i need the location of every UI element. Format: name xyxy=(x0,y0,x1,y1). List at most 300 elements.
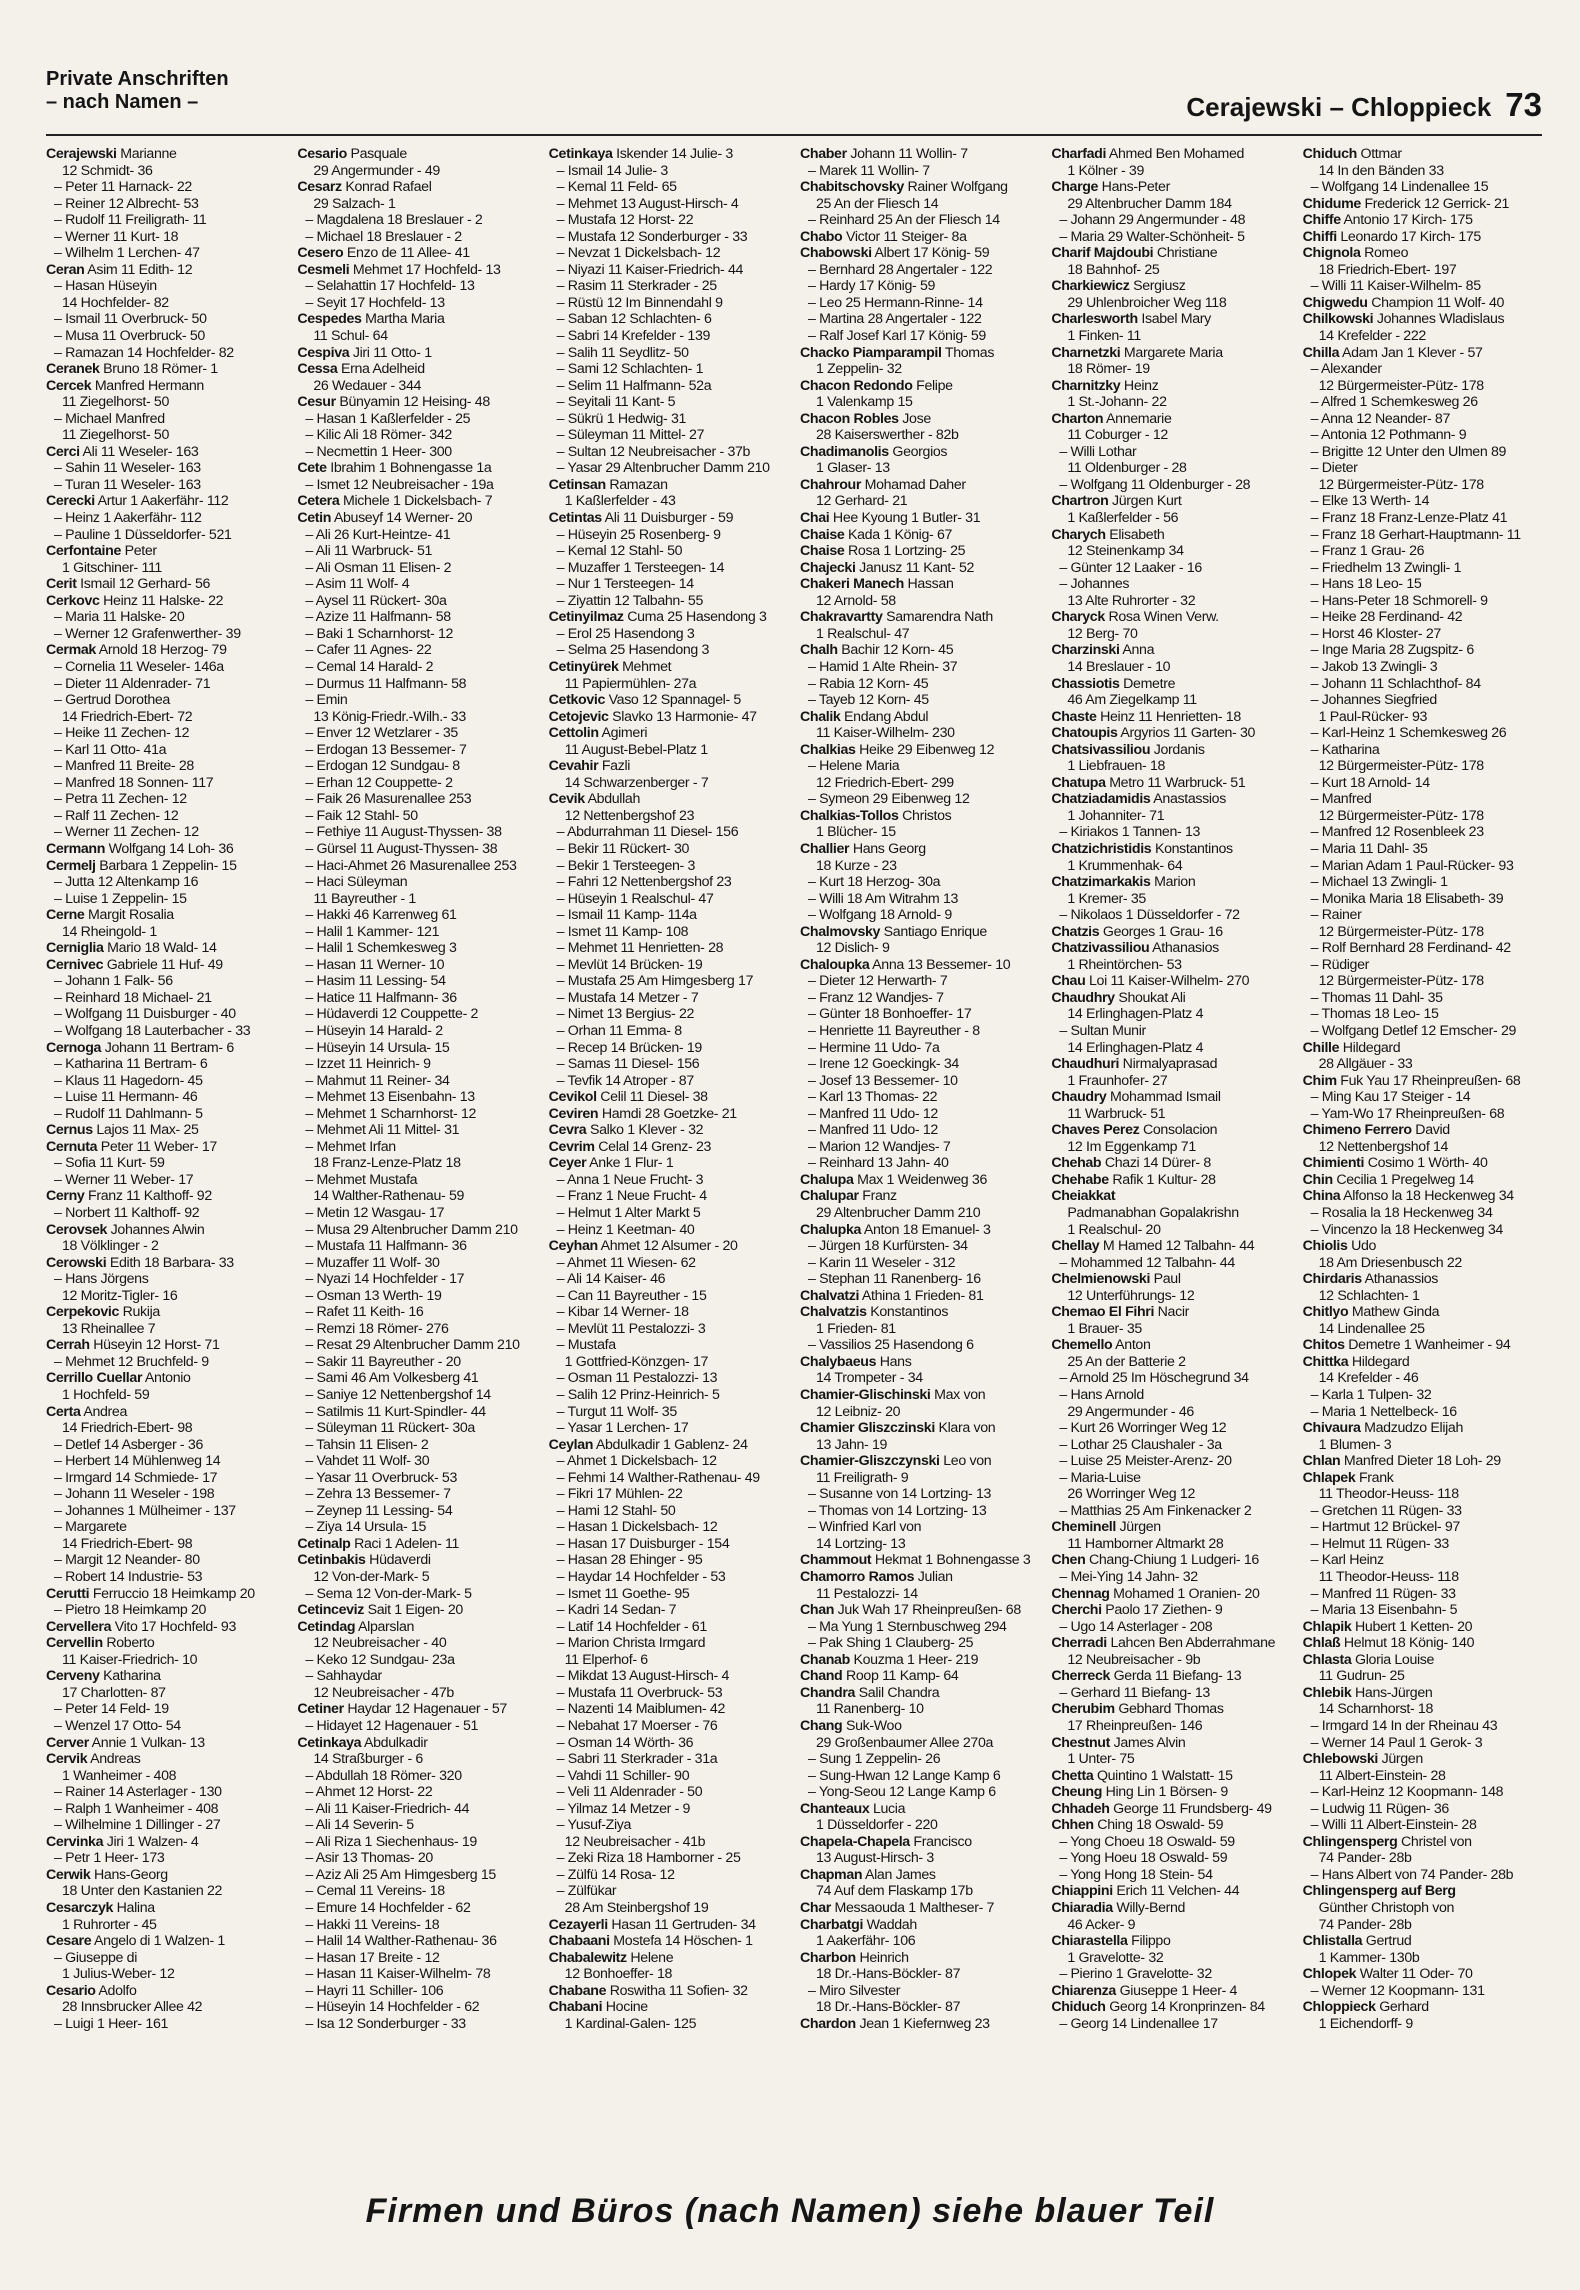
directory-entry: – Luise 1 Zeppelin- 15 xyxy=(54,890,187,907)
directory-entry: – Yasar 11 Overbruck- 53 xyxy=(305,1469,458,1486)
directory-entry: Chilla Adam Jan 1 Klever - 57 xyxy=(1302,344,1483,361)
directory-entry: – Yilmaz 14 Metzer - 9 xyxy=(556,1800,691,1817)
directory-entry: – Seyit 17 Hochfeld- 13 xyxy=(305,294,445,311)
directory-entry: 1 Zeppelin- 32 xyxy=(815,361,902,378)
directory-entry: – Durmus 11 Halfmann- 58 xyxy=(305,675,467,692)
directory-entry: – Ali 14 Kaiser- 46 xyxy=(556,1271,666,1288)
directory-entry: – Musa 29 Altenbrucher Damm 210 xyxy=(305,1221,518,1238)
directory-entry: Cetinyürek Mehmet xyxy=(548,658,672,675)
directory-entry: Charlesworth Isabel Mary xyxy=(1051,311,1211,328)
directory-entry: 12 Moritz-Tigler- 16 xyxy=(62,1287,178,1304)
directory-entry: 14 Friedrich-Ebert- 98 xyxy=(62,1535,193,1552)
directory-entry: – Manfred 11 Udo- 12 xyxy=(807,1122,938,1139)
directory-entry: – Horst 46 Kloster- 27 xyxy=(1310,625,1441,642)
directory-entry: – Rasim 11 Sterkrader - 25 xyxy=(556,278,717,295)
directory-entry: – Kiriakos 1 Tannen- 13 xyxy=(1059,824,1201,841)
directory-entry: Ceviren Hamdi 28 Goetzke- 21 xyxy=(548,1105,737,1122)
directory-entry: 14 Krefelder - 222 xyxy=(1318,328,1426,345)
directory-entry: – Rüdiger xyxy=(1310,956,1370,973)
directory-entry: – Marian Adam 1 Paul-Rücker- 93 xyxy=(1310,857,1514,874)
directory-entry: Chacon Robles Jose xyxy=(799,410,931,427)
directory-entry: Chalupa Max 1 Weidenweg 36 xyxy=(799,1171,987,1188)
directory-entry: – Luigi 1 Heer- 161 xyxy=(54,2015,169,2032)
directory-entry: – Hatice 11 Halfmann- 36 xyxy=(305,989,457,1006)
section-title xyxy=(46,68,229,114)
directory-entry: Chaber Johann 11 Wollin- 7 xyxy=(799,146,968,162)
directory-entry: 1 Paul-Rücker- 93 xyxy=(1318,708,1428,725)
directory-entry: – Sahhaydar xyxy=(305,1668,382,1685)
directory-entry: – Hans Jörgens xyxy=(54,1271,149,1288)
directory-entry: Chacko Piamparampil Thomas xyxy=(799,344,995,361)
directory-entry: Chivaura Madzudzo Elijah xyxy=(1302,1420,1464,1437)
directory-entry: 11 Ranenberg- 10 xyxy=(815,1701,924,1718)
directory-entry: 1 Kaßlerfelder - 56 xyxy=(1067,510,1179,527)
directory-entry: – Johannes Siegfried xyxy=(1310,692,1437,709)
directory-entry: 74 Auf dem Flaskamp 17b xyxy=(815,1883,973,1900)
directory-entry: – Ahmet 1 Dickelsbach- 12 xyxy=(556,1453,717,1470)
directory-entry: 12 Schmidt- 36 xyxy=(62,162,153,179)
directory-entry: 14 Schwarzenberger - 7 xyxy=(564,774,709,791)
directory-entry: Chlistalla Gertrud xyxy=(1302,1933,1412,1950)
directory-entry: – Rafet 11 Keith- 16 xyxy=(305,1304,424,1321)
directory-entry: – Marek 11 Wollin- 7 xyxy=(807,162,930,179)
directory-entry: Cerutti Ferruccio 18 Heimkamp 20 xyxy=(46,1585,255,1602)
directory-entry: – Isa 12 Sonderburger - 33 xyxy=(305,2015,466,2032)
directory-entry: – Sami 46 Am Volkesberg 41 xyxy=(305,1370,479,1387)
directory-entry: – Monika Maria 18 Elisabeth- 39 xyxy=(1310,890,1504,907)
directory-entry: Chakeri Manech Hassan xyxy=(799,576,954,593)
directory-entry: – Ali 11 Warbruck- 51 xyxy=(305,543,433,560)
directory-entry: 14 Erlinghagen-Platz 4 xyxy=(1067,1006,1204,1023)
directory-entry: – Susanne von 14 Lortzing- 13 xyxy=(807,1486,992,1503)
directory-entry: Chin Cecilia 1 Pregelweg 14 xyxy=(1302,1171,1474,1188)
directory-entry: – Osman 13 Werth- 19 xyxy=(305,1287,442,1304)
directory-entry: Chirdaris Athanassios xyxy=(1302,1271,1439,1288)
directory-entry: Chalh Bachir 12 Korn- 45 xyxy=(799,642,954,659)
directory-entry: Cercek Manfred Hermann xyxy=(46,377,204,394)
directory-entry: 1 Kölner - 39 xyxy=(1067,162,1144,179)
directory-entry: – Zeynep 11 Lessing- 54 xyxy=(305,1502,453,1519)
directory-entry: Chlingensperg Christel von xyxy=(1302,1833,1472,1850)
directory-entry: – Sakir 11 Bayreuther - 20 xyxy=(305,1353,461,1370)
directory-entry: – Katharina 11 Bertram- 6 xyxy=(54,1056,208,1073)
directory-entry: – Peter 11 Harnack- 22 xyxy=(54,179,192,196)
directory-entry: – Kadri 14 Sedan- 7 xyxy=(556,1602,677,1619)
directory-entry: 28 Allgäuer - 33 xyxy=(1318,1056,1413,1073)
directory-entry: – Reiner 12 Albrecht- 53 xyxy=(54,195,199,212)
directory-entry: – Hasan 1 Dickelsbach- 12 xyxy=(556,1519,718,1536)
directory-entry: – Turan 11 Weseler- 163 xyxy=(54,476,201,493)
directory-entry: 1 Julius-Weber- 12 xyxy=(62,1966,175,1983)
directory-entry: 1 St.-Johann- 22 xyxy=(1067,394,1167,411)
directory-entry: – Willi 11 Kaiser-Wilhelm- 85 xyxy=(1310,278,1481,295)
directory-entry: – Sabri 11 Sterkrader - 31a xyxy=(556,1751,718,1768)
directory-entry: Challier Hans Georg xyxy=(799,840,926,857)
directory-entry: Chaise Rosa 1 Lortzing- 25 xyxy=(799,543,966,560)
directory-entry: 29 Angermunder - 46 xyxy=(1067,1403,1194,1420)
directory-entry: Charbatgi Waddah xyxy=(799,1916,917,1933)
directory-entry: 1 Johanniter- 71 xyxy=(1067,807,1165,824)
directory-entry: – Zülfü 14 Rosa- 12 xyxy=(556,1866,675,1883)
directory-entry: – Sultan Munir xyxy=(1059,1022,1146,1039)
directory-entry: – Hüseyin 14 Ursula- 15 xyxy=(305,1039,450,1056)
directory-entry: – Sofia 11 Kurt- 59 xyxy=(54,1155,165,1172)
directory-entry: – Süleyman 11 Mittel- 27 xyxy=(556,427,705,444)
directory-entry: Ceranek Bruno 18 Römer- 1 xyxy=(46,361,218,378)
directory-entry: – Matthias 25 Am Finkenacker 2 xyxy=(1059,1502,1252,1519)
directory-entry: – Brigitte 12 Unter den Ulmen 89 xyxy=(1310,443,1507,460)
directory-entry: – Gürsel 11 August-Thyssen- 38 xyxy=(305,840,498,857)
directory-entry: 1 Unter- 75 xyxy=(1067,1751,1135,1768)
directory-entry: – Ali 11 Kaiser-Friedrich- 44 xyxy=(305,1800,470,1817)
directory-entry: – Anna 1 Neue Frucht- 3 xyxy=(556,1171,704,1188)
directory-entry: Chimeno Ferrero David xyxy=(1302,1122,1450,1139)
directory-entry: – Alfred 1 Schemkesweg 26 xyxy=(1310,394,1478,411)
directory-entry: – Wolfgang 11 Oldenburger - 28 xyxy=(1059,476,1251,493)
directory-entry: – Halil 1 Schemkesweg 3 xyxy=(305,940,457,957)
directory-entry: 74 Pander- 28b xyxy=(1318,1916,1412,1933)
directory-entry: Chiolis Udo xyxy=(1302,1238,1377,1255)
directory-entry: 12 Bürgermeister-Pütz- 178 xyxy=(1318,807,1484,824)
directory-entry: – Saniye 12 Nettenbergshof 14 xyxy=(305,1387,491,1404)
directory-entry: Cesario Adolfo xyxy=(46,1982,137,1999)
directory-entry: – Gerhard 11 Biefang- 13 xyxy=(1059,1684,1210,1701)
directory-entry: – Hasan 28 Ehinger - 95 xyxy=(556,1552,703,1569)
directory-entry: – Heinz 1 Aakerfähr- 112 xyxy=(54,510,202,527)
directory-entry: – Aysel 11 Rückert- 30a xyxy=(305,592,447,609)
directory-entry: Cevik Abdullah xyxy=(548,791,640,808)
directory-entry: 11 Theodor-Heuss- 118 xyxy=(1318,1569,1459,1586)
directory-entry: – Rudolf 11 Freiligrath- 11 xyxy=(54,212,207,229)
directory-entry: 11 Bayreuther - 1 xyxy=(313,890,416,907)
directory-entry: Cetinbakis Hüdaverdi xyxy=(297,1552,431,1569)
directory-entry: – Turgut 11 Wolf- 35 xyxy=(556,1403,677,1420)
directory-entry: Chassiotis Demetre xyxy=(1051,675,1176,692)
directory-columns xyxy=(46,146,1542,2156)
directory-entry: – Jürgen 18 Kurfürsten- 34 xyxy=(807,1238,968,1255)
directory-entry: Cesarczyk Halina xyxy=(46,1899,155,1916)
directory-entry: – Karl 11 Otto- 41a xyxy=(54,741,167,758)
directory-entry: Cernus Lajos 11 Max- 25 xyxy=(46,1122,199,1139)
directory-entry: – Ugo 14 Asterlager - 208 xyxy=(1059,1618,1213,1635)
directory-entry: 18 Bahnhof- 25 xyxy=(1067,261,1160,278)
directory-entry: 14 Krefelder - 46 xyxy=(1318,1370,1419,1387)
directory-entry: – Zeki Riza 18 Hamborner - 25 xyxy=(556,1850,741,1867)
directory-entry: Chai Hee Kyoung 1 Butler- 31 xyxy=(799,510,981,527)
directory-entry: 18 Am Driesenbusch 22 xyxy=(1318,1254,1462,1271)
directory-entry: Chalik Endang Abdul xyxy=(799,708,929,725)
directory-entry: Cerniglia Mario 18 Wald- 14 xyxy=(46,940,217,957)
directory-entry: – Muzaffer 11 Wolf- 30 xyxy=(305,1254,440,1271)
directory-entry: – Giuseppe di xyxy=(54,1949,137,1966)
directory-entry: – Sükrü 1 Hedwig- 31 xyxy=(556,410,687,427)
directory-entry: Cerver Annie 1 Vulkan- 13 xyxy=(46,1734,205,1751)
directory-entry: – Klaus 11 Hagedorn- 45 xyxy=(54,1072,203,1089)
directory-entry: 29 Großenbaumer Allee 270a xyxy=(815,1734,994,1751)
directory-entry: Chaudhry Shoukat Ali xyxy=(1051,989,1186,1006)
directory-entry: Cessa Erna Adelheid xyxy=(297,361,425,378)
header-rule xyxy=(46,134,1542,136)
directory-entry: Chau Loi 11 Kaiser-Wilhelm- 270 xyxy=(1051,973,1250,990)
directory-entry: Chalybaeus Hans xyxy=(799,1353,912,1370)
directory-entry: – Mustafa xyxy=(556,1337,616,1354)
directory-entry: Chalkias Heike 29 Eibenweg 12 xyxy=(799,741,995,758)
directory-entry: – Winfried Karl von xyxy=(807,1519,922,1536)
directory-entry: – Maria 13 Eisenbahn- 5 xyxy=(1310,1602,1458,1619)
directory-entry: – Mustafa 12 Horst- 22 xyxy=(556,212,694,229)
directory-entry: Chigwedu Champion 11 Wolf- 40 xyxy=(1302,294,1505,311)
directory-entry: 12 Nettenbergshof 14 xyxy=(1318,1138,1449,1155)
directory-entry: Cettolin Agimeri xyxy=(548,725,648,742)
directory-entry: 1 Ruhrorter - 45 xyxy=(62,1916,157,1933)
directory-entry: Chaste Heinz 11 Henrietten- 18 xyxy=(1051,708,1241,725)
directory-entry: Cherreck Gerda 11 Biefang- 13 xyxy=(1051,1668,1242,1685)
directory-entry: – Werner 11 Zechen- 12 xyxy=(54,824,199,841)
directory-entry: – Ismet 11 Goethe- 95 xyxy=(556,1585,690,1602)
directory-column-5 xyxy=(1051,146,1290,2156)
directory-entry: Chatoupis Argyrios 11 Garten- 30 xyxy=(1051,725,1256,742)
directory-entry: – Hüseyin 14 Harald- 2 xyxy=(305,1022,443,1039)
directory-entry: 11 Warbruck- 51 xyxy=(1067,1105,1166,1122)
directory-entry: – Nur 1 Tersteegen- 14 xyxy=(556,576,694,593)
directory-entry: – Orhan 11 Emma- 8 xyxy=(556,1022,682,1039)
directory-entry: Cervinka Jiri 1 Walzen- 4 xyxy=(46,1833,199,1850)
directory-entry: – Antonia 12 Pothmann- 9 xyxy=(1310,427,1467,444)
directory-entry: – Ahmet 11 Wiesen- 62 xyxy=(556,1254,696,1271)
directory-entry: – Manfred 11 Rügen- 33 xyxy=(1310,1585,1456,1602)
directory-entry: – Symeon 29 Eibenweg 12 xyxy=(807,791,970,808)
directory-entry: – Ziyattin 12 Talbahn- 55 xyxy=(556,592,704,609)
directory-entry: 1 Kremer- 35 xyxy=(1067,890,1146,907)
section-title-line1: Private Anschriften xyxy=(46,68,229,90)
directory-entry: – Osman 11 Pestalozzi- 13 xyxy=(556,1370,718,1387)
directory-entry: – Baki 1 Scharnhorst- 12 xyxy=(305,625,454,642)
directory-entry: 12 Bonhoeffer- 18 xyxy=(564,1966,673,1983)
directory-entry: 74 Pander- 28b xyxy=(1318,1850,1412,1867)
directory-entry: – Cemal 14 Harald- 2 xyxy=(305,658,434,675)
directory-entry: – Marion 12 Wandjes- 7 xyxy=(807,1138,951,1155)
directory-entry: – Izzet 11 Heinrich- 9 xyxy=(305,1056,431,1073)
directory-entry: – Hans Arnold xyxy=(1059,1387,1144,1404)
directory-entry: – Gertrud Dorothea xyxy=(54,692,170,709)
directory-entry: 11 Pestalozzi- 14 xyxy=(815,1585,918,1602)
directory-entry: – Helmut 1 Alter Markt 5 xyxy=(556,1205,701,1221)
directory-entry: – Erdogan 12 Sundgau- 8 xyxy=(305,758,460,775)
directory-entry: – Nikolaos 1 Düsseldorfer - 72 xyxy=(1059,907,1240,924)
directory-entry: Cetkovic Vaso 12 Spannagel- 5 xyxy=(548,692,741,709)
directory-entry: – Hüseyin 25 Rosenberg- 9 xyxy=(556,526,721,543)
directory-entry: Chan Juk Wah 17 Rheinpreußen- 68 xyxy=(799,1602,1021,1619)
directory-entry: Charnitzky Heinz xyxy=(1051,377,1159,394)
directory-entry: 12 Von-der-Mark- 5 xyxy=(313,1569,430,1586)
directory-entry: 14 Friedrich-Ebert- 72 xyxy=(62,708,193,725)
directory-entry: – Johann 1 Falk- 56 xyxy=(54,973,173,990)
directory-entry: – Abdurrahman 11 Diesel- 156 xyxy=(556,824,739,841)
directory-entry: Cetinceviz Sait 1 Eigen- 20 xyxy=(297,1602,463,1619)
directory-entry: 29 Angermunder - 49 xyxy=(313,162,440,179)
directory-entry: – Sahin 11 Weseler- 163 xyxy=(54,460,201,477)
directory-entry: – Latif 14 Hochfelder - 61 xyxy=(556,1618,707,1635)
directory-entry: – Haci Süleyman xyxy=(305,874,408,891)
directory-entry: – Hasan Hüseyin xyxy=(54,278,157,295)
directory-entry: Chalvatzi Athina 1 Frieden- 81 xyxy=(799,1287,984,1304)
directory-entry: – Manfred 11 Udo- 12 xyxy=(807,1105,938,1122)
directory-entry: Chetta Quintino 1 Walstatt- 15 xyxy=(1051,1767,1233,1784)
directory-entry: – Alexander xyxy=(1310,361,1382,378)
directory-entry: 28 Innsbrucker Allee 42 xyxy=(62,1999,203,2016)
directory-entry: – Leo 25 Hermann-Rinne- 14 xyxy=(807,294,983,311)
directory-entry: – Franz 12 Wandjes- 7 xyxy=(807,989,944,1006)
directory-entry: – Yong Hong 18 Stein- 54 xyxy=(1059,1866,1213,1883)
directory-entry: – Johann 11 Schlachthof- 84 xyxy=(1310,675,1481,692)
directory-entry: 11 Ziegelhorst- 50 xyxy=(62,427,169,444)
directory-entry: 11 Kaiser-Wilhelm- 230 xyxy=(815,725,955,742)
directory-entry: – Mustafa 12 Sonderburger - 33 xyxy=(556,228,748,245)
directory-entry: – Maria 29 Walter-Schönheit- 5 xyxy=(1059,228,1245,245)
directory-entry: – Sema 12 Von-der-Mark- 5 xyxy=(305,1585,472,1602)
directory-entry: Chitos Demetre 1 Wanheimer - 94 xyxy=(1302,1337,1511,1354)
directory-entry: – Robert 14 Industrie- 53 xyxy=(54,1569,203,1586)
directory-entry: – Maria-Luise xyxy=(1059,1469,1141,1486)
directory-entry: Chlebowski Jürgen xyxy=(1302,1751,1423,1768)
directory-entry: Charkiewicz Sergiusz xyxy=(1051,278,1186,295)
directory-entry: – Luise 11 Hermann- 46 xyxy=(54,1089,198,1106)
directory-entry: 14 Straßburger - 6 xyxy=(313,1751,423,1768)
directory-entry: – Remzi 18 Römer- 276 xyxy=(305,1320,449,1337)
directory-entry: – Ismet 11 Kamp- 108 xyxy=(556,923,689,940)
directory-entry: – Sung 1 Zeppelin- 26 xyxy=(807,1751,941,1768)
directory-entry: – Hüdaverdi 12 Couppette- 2 xyxy=(305,1006,479,1023)
directory-entry: Chamier-Gliszczynski Leo von xyxy=(799,1453,992,1470)
directory-entry: – Halil 1 Kammer- 121 xyxy=(305,923,440,940)
directory-entry: – Mustafa 11 Overbruck- 53 xyxy=(556,1684,723,1701)
directory-entry: – Hidayet 12 Hagenauer - 51 xyxy=(305,1717,479,1734)
directory-entry: – Kemal 12 Stahl- 50 xyxy=(556,543,683,560)
directory-entry: Cernivec Gabriele 11 Huf- 49 xyxy=(46,956,223,973)
directory-entry: Char Messaouda 1 Maltheser- 7 xyxy=(799,1899,995,1916)
directory-entry: – Emure 14 Hochfelder - 62 xyxy=(305,1899,471,1916)
directory-entry: 29 Salzach- 1 xyxy=(313,195,396,212)
directory-entry: Cevahir Fazli xyxy=(548,758,631,775)
directory-entry: – Josef 13 Bessemer- 10 xyxy=(807,1072,958,1089)
directory-entry: – Pierino 1 Gravelotte- 32 xyxy=(1059,1966,1212,1983)
directory-entry: Chalupka Anton 18 Emanuel- 3 xyxy=(799,1221,991,1238)
directory-entry: – Dieter 11 Aldenrader- 71 xyxy=(54,675,211,692)
directory-entry: – Heinz 1 Keetman- 40 xyxy=(556,1221,695,1238)
directory-entry: – Zehra 13 Bessemer- 7 xyxy=(305,1486,451,1503)
directory-entry: Chacon Redondo Felipe xyxy=(799,377,953,394)
directory-entry: 11 Ziegelhorst- 50 xyxy=(62,394,169,411)
directory-entry: – Vahdi 11 Schiller- 90 xyxy=(556,1767,690,1784)
directory-entry: – Hasan 11 Kaiser-Wilhelm- 78 xyxy=(305,1966,491,1983)
directory-entry: Cetin Abuseyf 14 Werner- 20 xyxy=(297,510,473,527)
directory-entry: – Petr 1 Heer- 173 xyxy=(54,1850,165,1867)
directory-entry: – Abdullah 18 Römer- 320 xyxy=(305,1767,462,1784)
directory-entry: – Samas 11 Diesel- 156 xyxy=(556,1056,700,1073)
directory-entry: 11 Kaiser-Friedrich- 10 xyxy=(62,1651,198,1668)
directory-entry: Günther Christoph von xyxy=(1318,1899,1455,1916)
directory-entry: – Fahri 12 Nettenbergshof 23 xyxy=(556,874,732,891)
directory-entry: – Heike 28 Ferdinand- 42 xyxy=(1310,609,1463,626)
directory-entry: – Herbert 14 Mühlenweg 14 xyxy=(54,1453,221,1470)
directory-entry: Chiarenza Giuseppe 1 Heer- 4 xyxy=(1051,1982,1238,1999)
directory-entry: – Thomas 18 Leo- 15 xyxy=(1310,1006,1439,1023)
directory-entry: – Dieter 12 Herwarth- 7 xyxy=(807,973,948,990)
directory-entry: – Rolf Bernhard 28 Ferdinand- 42 xyxy=(1310,940,1511,957)
directory-entry: Chamorro Ramos Julian xyxy=(799,1569,953,1586)
directory-entry: 1 Gravelotte- 32 xyxy=(1067,1949,1164,1966)
directory-entry: Chatupa Metro 11 Warbruck- 51 xyxy=(1051,774,1246,791)
directory-entry: Chalupar Franz xyxy=(799,1188,897,1205)
directory-entry: 18 Dr.-Hans-Böckler- 87 xyxy=(815,1999,961,2016)
directory-entry: – Selma 25 Hasendong 3 xyxy=(556,642,710,659)
directory-entry: Chehab Chazi 14 Dürer- 8 xyxy=(1051,1155,1211,1172)
directory-entry: – Azize 11 Halfmann- 58 xyxy=(305,609,451,626)
directory-entry: – Nebahat 17 Moerser - 76 xyxy=(556,1717,718,1734)
directory-entry: – Willi 11 Albert-Einstein- 28 xyxy=(1310,1817,1477,1834)
directory-entry: – Petra 11 Zechen- 12 xyxy=(54,791,187,808)
directory-entry: Chlasta Gloria Louise xyxy=(1302,1651,1435,1668)
directory-entry: Chemello Anton xyxy=(1051,1337,1151,1354)
directory-entry: 1 Hochfeld- 59 xyxy=(62,1387,150,1404)
directory-entry: – Hasan 1 Kaßlerfelder - 25 xyxy=(305,410,471,427)
directory-entry: 13 König-Friedr.-Wilh.- 33 xyxy=(313,708,466,725)
directory-entry: 14 Scharnhorst- 18 xyxy=(1318,1701,1434,1718)
directory-entry: Cermak Arnold 18 Herzog- 79 xyxy=(46,642,227,659)
directory-entry: – Sung-Hwan 12 Lange Kamp 6 xyxy=(807,1767,1001,1784)
directory-entry: Charton Annemarie xyxy=(1051,410,1172,427)
directory-entry: 12 Neubreisacher - 47b xyxy=(313,1684,454,1701)
directory-entry: 11 August-Bebel-Platz 1 xyxy=(564,741,708,758)
directory-entry: – Mehmet 11 Henrietten- 28 xyxy=(556,940,724,957)
directory-entry: Cerovsek Johannes Alwin xyxy=(46,1221,205,1238)
directory-entry: Cetera Michele 1 Dickelsbach- 7 xyxy=(297,493,493,510)
directory-entry: – Kemal 11 Feld- 65 xyxy=(556,179,677,196)
directory-entry: Cerajewski Marianne xyxy=(46,146,177,162)
directory-entry: – Michael 13 Zwingli- 1 xyxy=(1310,874,1448,891)
directory-entry: Chadimanolis Georgios xyxy=(799,443,948,460)
directory-column-2 xyxy=(297,146,536,2156)
directory-entry: – Mehmet Ali 11 Mittel- 31 xyxy=(305,1122,460,1139)
directory-entry: – Ali Osman 11 Elisen- 2 xyxy=(305,559,452,576)
directory-entry: – Irmgard 14 Schmiede- 17 xyxy=(54,1469,218,1486)
directory-entry: Chatziadamidis Anastassios xyxy=(1051,791,1226,808)
directory-entry: – Ming Kau 17 Steiger - 14 xyxy=(1310,1089,1471,1106)
directory-entry: 12 Leibniz- 20 xyxy=(815,1403,901,1420)
directory-entry: 13 August-Hirsch- 3 xyxy=(815,1850,934,1867)
directory-entry: – Henriette 11 Bayreuther - 8 xyxy=(807,1022,980,1039)
directory-entry: Chittka Hildegard xyxy=(1302,1353,1410,1370)
directory-entry: – Hermine 11 Udo- 7a xyxy=(807,1039,940,1056)
directory-entry: 18 Unter den Kastanien 22 xyxy=(62,1883,223,1900)
directory-entry: – Dieter xyxy=(1310,460,1358,477)
directory-entry: – Jakob 13 Zwingli- 3 xyxy=(1310,658,1438,675)
directory-entry: 29 Altenbrucher Damm 184 xyxy=(1067,195,1232,212)
directory-entry: Cevrim Celal 14 Grenz- 23 xyxy=(548,1138,712,1155)
directory-entry: Cervik Andreas xyxy=(46,1751,141,1768)
directory-entry: 11 Hamborner Altmarkt 28 xyxy=(1067,1535,1224,1552)
directory-entry: Chlopek Walter 11 Oder- 70 xyxy=(1302,1966,1473,1983)
directory-entry: Cespiva Jiri 11 Otto- 1 xyxy=(297,344,432,361)
directory-entry: 12 Friedrich-Ebert- 299 xyxy=(815,774,954,791)
directory-entry: – Mustafa 11 Halfmann- 36 xyxy=(305,1238,467,1255)
directory-entry: Chatsivassiliou Jordanis xyxy=(1051,741,1205,758)
directory-entry: Chilkowski Johannes Wladislaus xyxy=(1302,311,1505,328)
directory-entry: Chidume Frederick 12 Gerrick- 21 xyxy=(1302,195,1510,212)
directory-entry: Cesario Pasquale xyxy=(297,146,407,162)
directory-entry: – Ralph 1 Wanheimer - 408 xyxy=(54,1800,219,1817)
directory-entry: Chalvatzis Konstantinos xyxy=(799,1304,949,1321)
